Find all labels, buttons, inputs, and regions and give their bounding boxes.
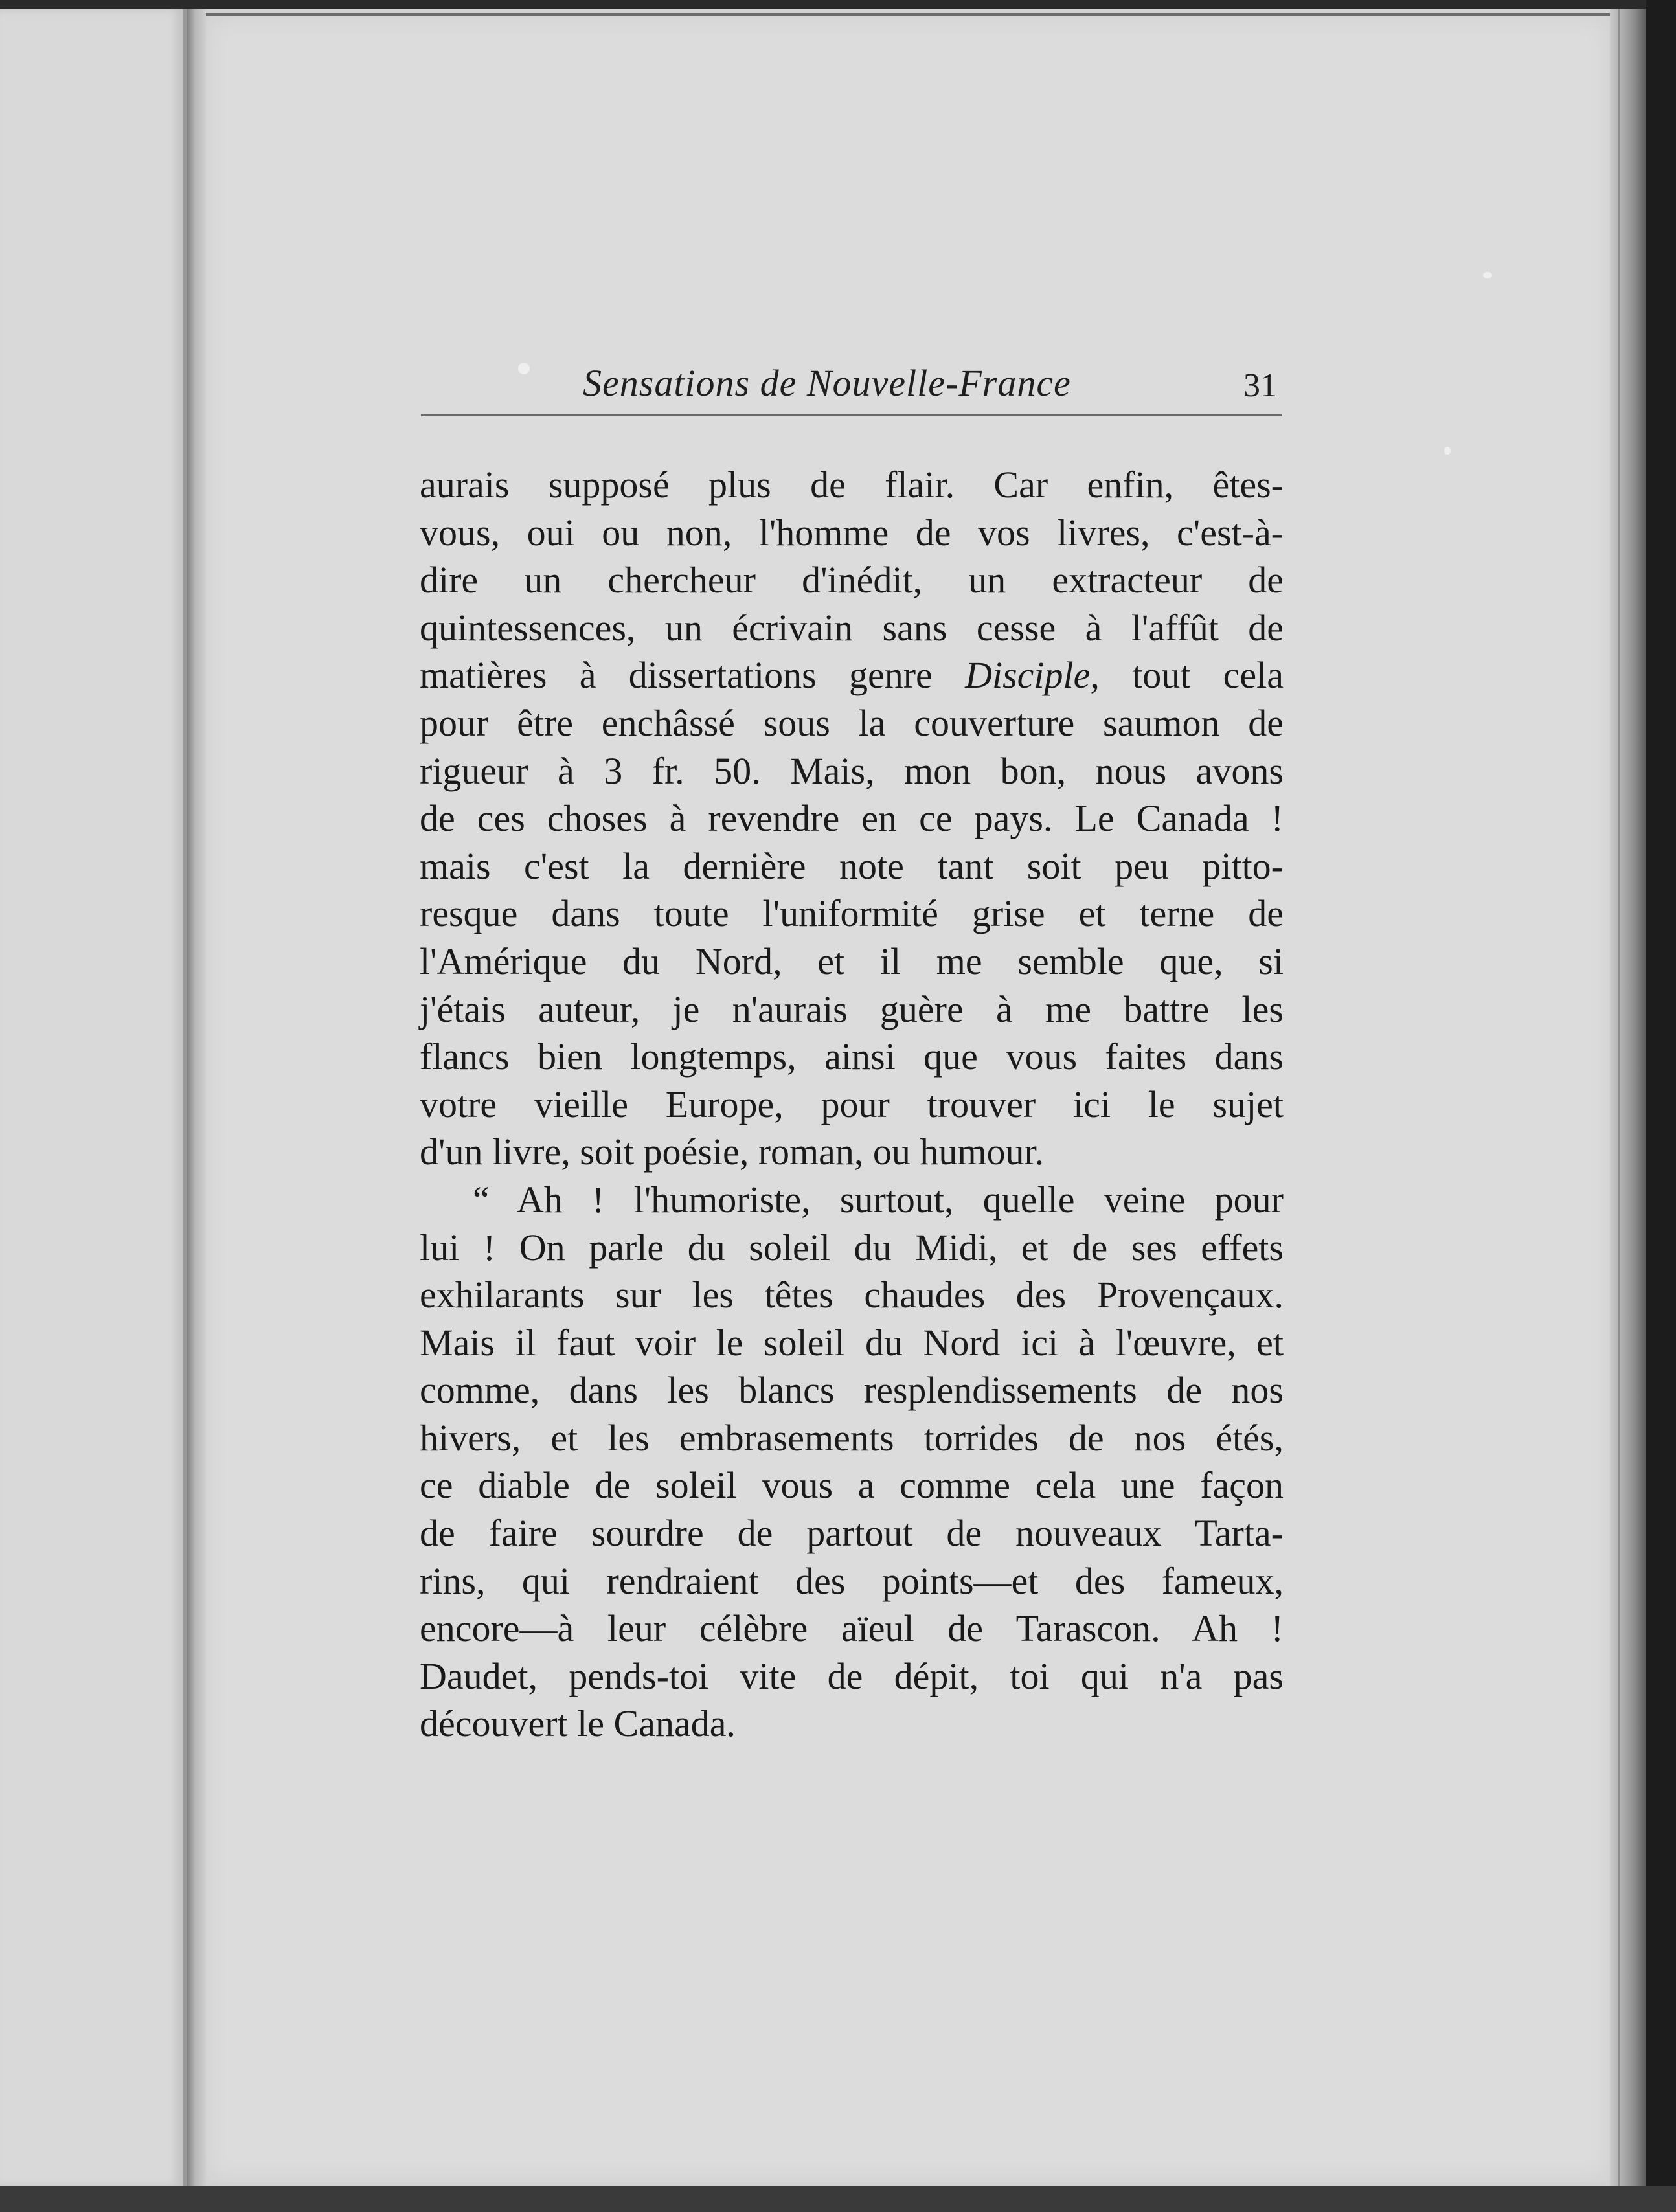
text-line: dire un chercheur d'inédit, un extracteur de <box>420 559 1284 602</box>
text-line: ce diable de soleil vous a comme cela une façon <box>420 1464 1284 1507</box>
text-line: votre vieille Europe, pour trouver ici le sujet <box>420 1083 1284 1125</box>
page-edge <box>1610 9 1646 2186</box>
paper-speck <box>1483 272 1492 278</box>
text-line: Mais il faut voir le soleil du Nord ici à l'œuvre, et <box>420 1321 1284 1364</box>
text-segment: matières à dissertations genre <box>420 654 966 697</box>
running-head-title: Sensations de Nouvelle-France <box>583 362 1071 404</box>
running-head <box>421 361 1282 420</box>
text-line: quintessences, un écrivain sans cesse à l'affût de <box>420 606 1284 649</box>
text-line: “ Ah ! l'humoriste, surtout, quelle veine pour <box>473 1178 1284 1221</box>
text-line: vous, oui ou non, l'homme de vos livres, c'est-à- <box>420 511 1284 554</box>
text-line: rins, qui rendraient des points—et des fameux, <box>420 1559 1284 1602</box>
text-line: d'un livre, soit poésie, roman, ou humour. <box>420 1131 1045 1173</box>
text-line: comme, dans les blancs resplendissements de nos <box>420 1369 1284 1412</box>
text-line: Daudet, pends-toi vite de dépit, toi qui n'a pas <box>420 1654 1284 1697</box>
text-line: de faire sourdre de partout de nouveaux Tarta- <box>420 1512 1284 1555</box>
text-line: l'Amérique du Nord, et il me semble que, si <box>420 940 1284 982</box>
text-line: encore—à leur célèbre aïeul de Tarascon. Ah ! <box>420 1607 1284 1650</box>
text-line: aurais supposé plus de flair. Car enfin, êtes- <box>420 464 1284 506</box>
header-rule <box>421 414 1282 416</box>
text-line: exhilarants sur les têtes chaudes des Provençaux. <box>420 1274 1284 1316</box>
page-number: 31 <box>1243 367 1277 404</box>
scan-frame-bottom <box>0 2186 1676 2212</box>
text-line: flancs bien longtemps, ainsi que vous faites dans <box>420 1035 1284 1078</box>
text-line: resque dans toute l'uniformité grise et terne de <box>420 892 1284 935</box>
book-title-italic: Disciple <box>965 654 1091 697</box>
text-line: lui ! On parle du soleil du Midi, et de ses effets <box>420 1226 1284 1269</box>
text-line: hivers, et les embrasements torrides de nos étés, <box>420 1416 1284 1459</box>
text-line <box>420 651 1284 699</box>
scan-frame-top <box>0 0 1676 9</box>
left-page-edge <box>0 9 187 2186</box>
book-gutter <box>187 9 206 2186</box>
text-line: pour être enchâssé sous la couverture saumon de <box>420 701 1284 744</box>
body-text <box>420 461 1284 1748</box>
text-line: rigueur à 3 fr. 50. Mais, mon bon, nous avons <box>420 749 1284 792</box>
text-line: découvert le Canada. <box>420 1702 736 1745</box>
text-line: j'étais auteur, je n'aurais guère à me battre les <box>420 988 1284 1030</box>
text-line: mais c'est la dernière note tant soit peu pitto- <box>420 844 1284 887</box>
paper-speck <box>1444 447 1451 455</box>
scan-frame-right <box>1646 0 1676 2212</box>
text-line: de ces choses à revendre en ce pays. Le Canada ! <box>420 797 1284 840</box>
text-segment: , tout cela <box>1090 654 1284 697</box>
